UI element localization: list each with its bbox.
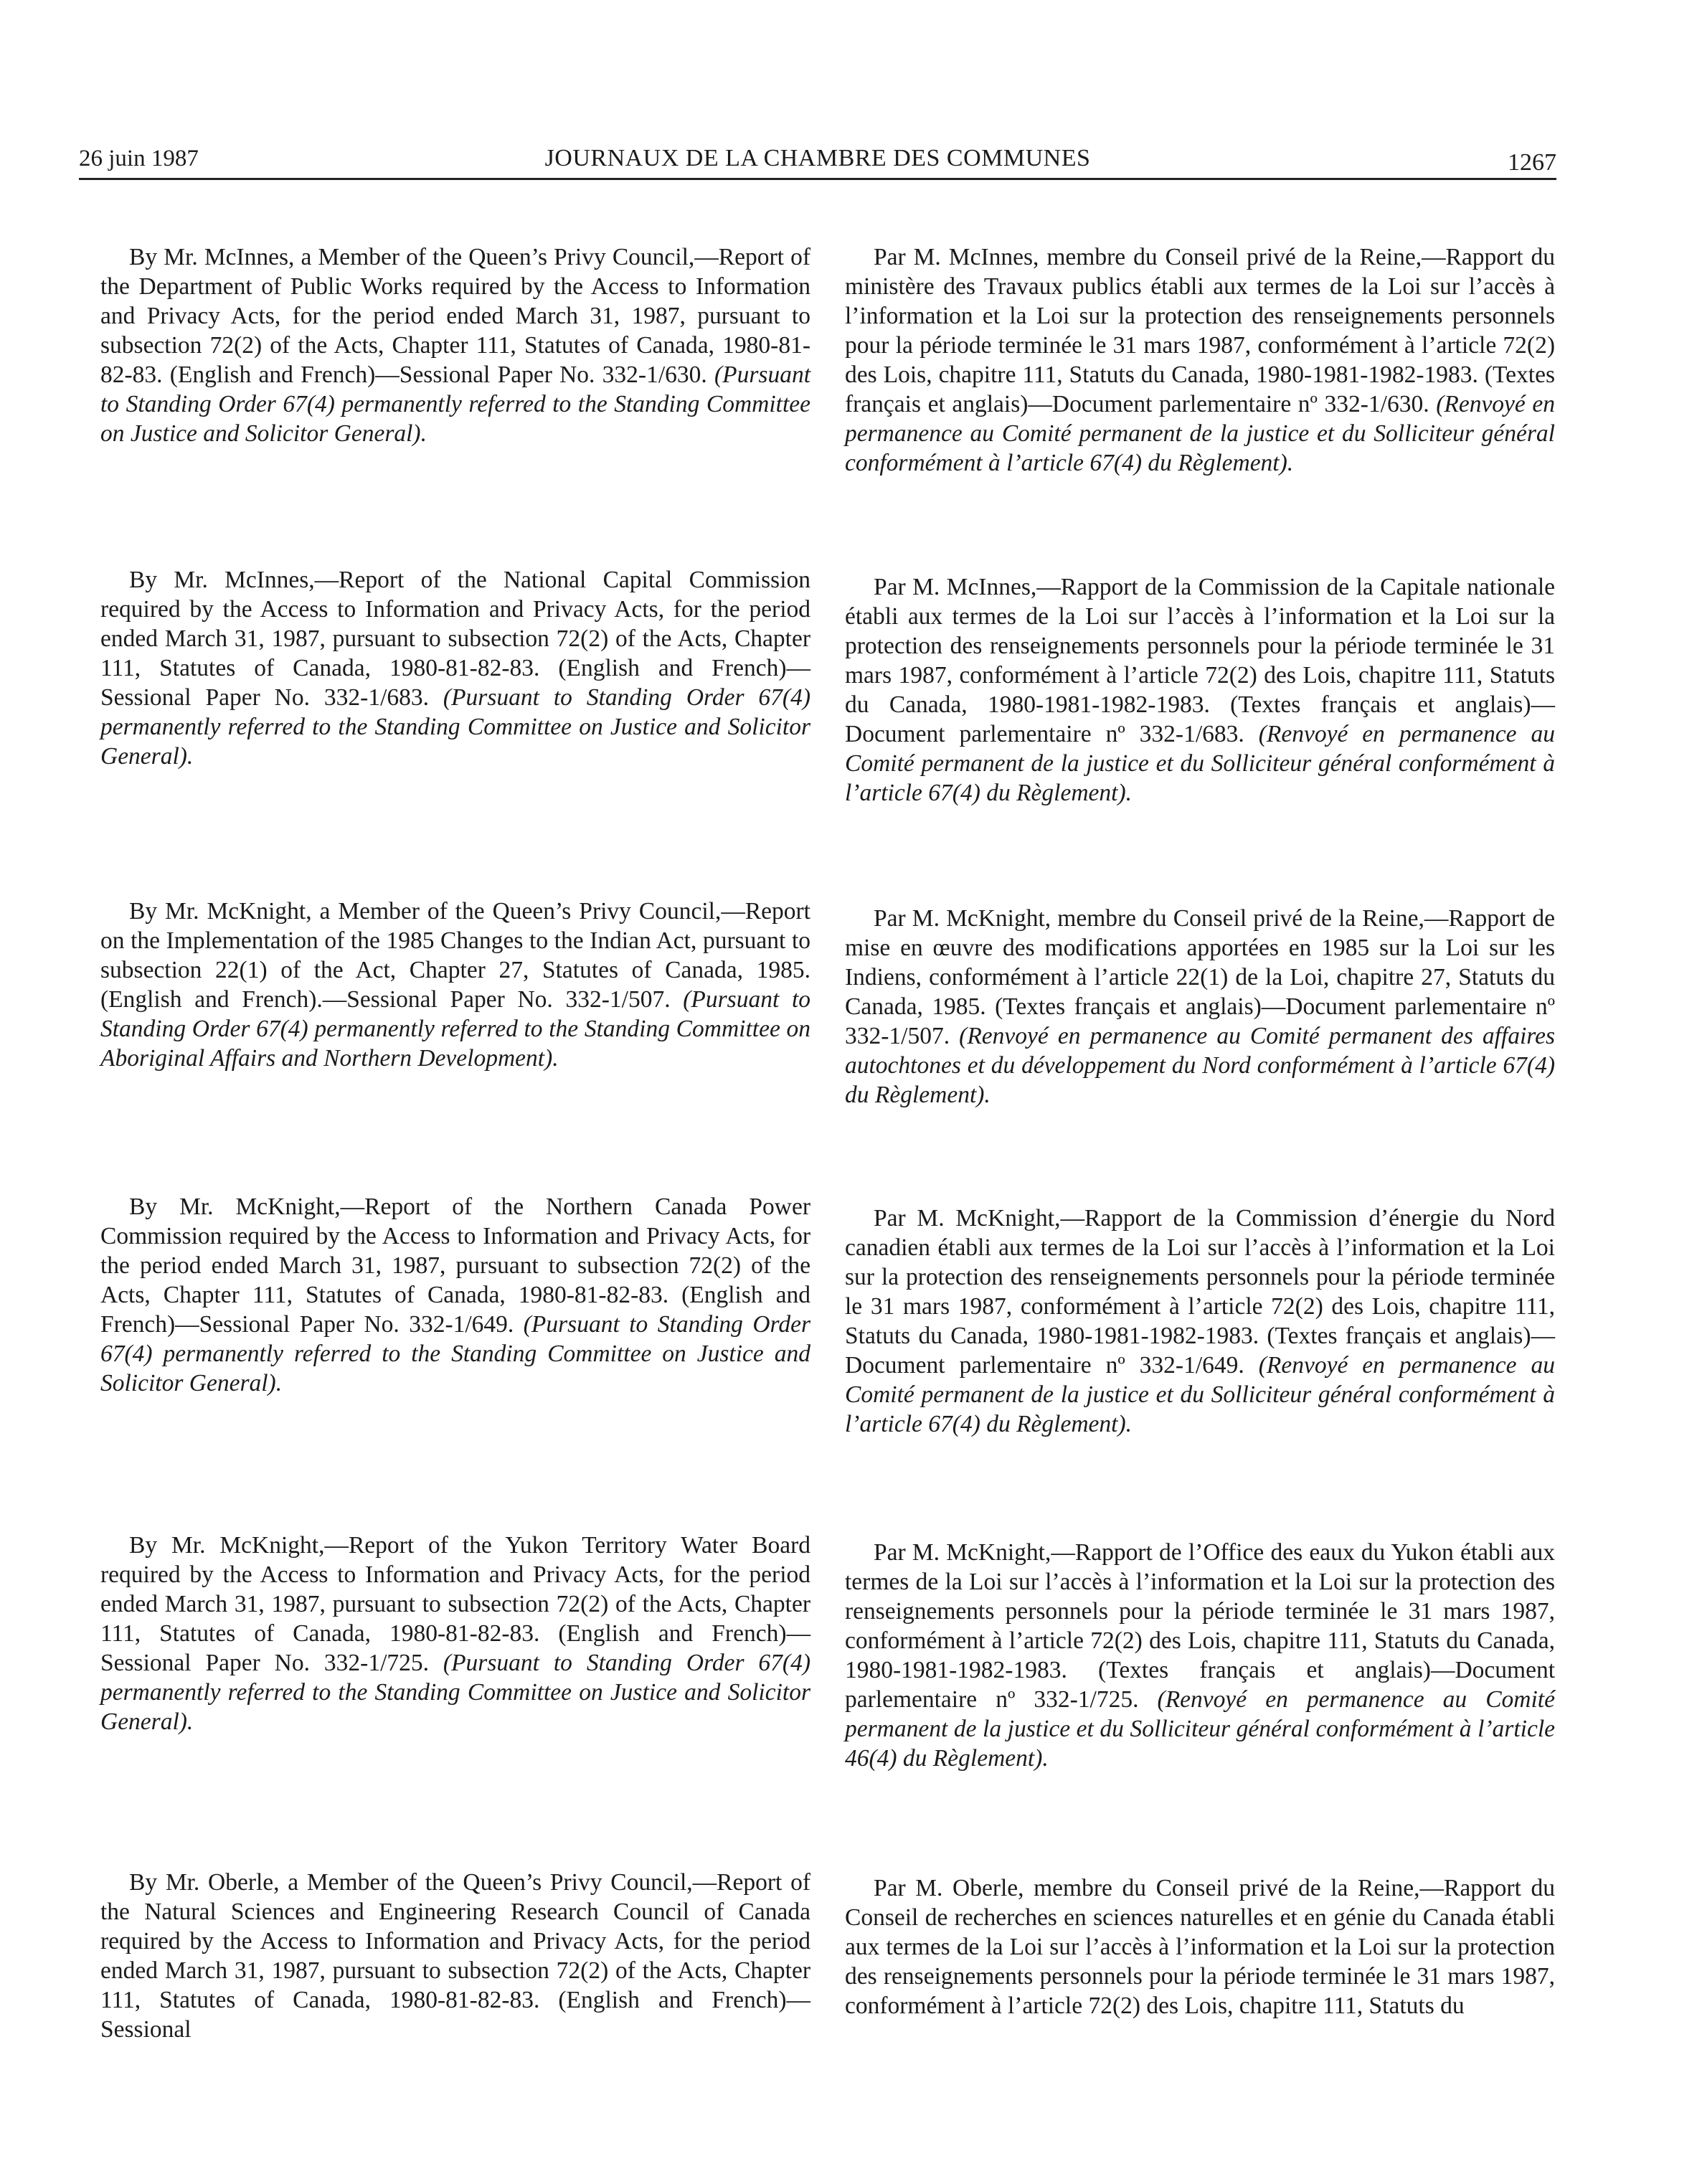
entry-french bbox=[845, 1204, 1555, 1439]
entry-english bbox=[100, 1868, 810, 2044]
entry-text: By Mr. McInnes, a Member of the Queen’s Privy Council,—Report of the Department of Public Works required by the Access to Information and Privacy Acts, for the period ended March 31, 1987, pursuant to subsection 72(2) of the Acts, Chapter 111, Statutes of Canada, 1980-81-82-83. (English and French)—Sessional Paper No. 332-1/630. bbox=[100, 244, 810, 388]
entry-text: Par M. McInnes, membre du Conseil privé de la Reine,—Rapport du ministère des Travaux publics établi aux termes de la Loi sur l’accès à l’information et la Loi sur la protection des renseignements personnels pour la période terminée le 31 mars 1987, conformément à l’article 72(2) des Lois, chapitre 111, Statuts du Canada, 1980-1981-1982-1983. (Textes français et anglais)—Document parlementaire nº 332-1/630. bbox=[845, 244, 1555, 417]
entry-referral: (Pursuant to Standing Order 67(4) permanently referred to the Standing Committee on Aboriginal Affairs and Northern Development). bbox=[100, 986, 811, 1072]
page-number: 1267 bbox=[1508, 149, 1556, 176]
entry-french bbox=[845, 1873, 1555, 2020]
entry-referral: (Pursuant to Standing Order 67(4) permanently referred to the Standing Committee on Justice and Solicitor General). bbox=[100, 1311, 810, 1396]
entry-english bbox=[100, 1192, 810, 1398]
entry-english bbox=[100, 1531, 810, 1736]
entry-referral: (Pursuant to Standing Order 67(4) permanently referred to the Standing Committee on Justice and Solicitor General). bbox=[100, 1650, 810, 1735]
entry-referral: (Renvoyé en permanence au Comité permanent des affaires autochtones et du développement du Nord conformément à l’article 67(4) du Règlement). bbox=[845, 1023, 1555, 1108]
entry-text: Par M. Oberle, membre du Conseil privé de la Reine,—Rapport du Conseil de recherches en sciences naturelles et en génie du Canada établi aux termes de la Loi sur l’accès à l’information et la Loi sur la protection des renseignements personnels pour la période terminée le 31 mars 1987, conformément à l’article 72(2) des Lois, chapitre 111, Statuts du bbox=[845, 1875, 1555, 2019]
header-date: 26 juin 1987 bbox=[79, 146, 199, 171]
entry-english bbox=[100, 897, 810, 1073]
entry-referral: (Renvoyé en permanence au Comité permanent de la justice et du Solliciteur général conformément à l’article 67(4) du Règlement). bbox=[845, 391, 1556, 476]
entry-referral: (Renvoyé en permanence au Comité permanent de la justice et du Solliciteur général conformément à l’article 67(4) du Règlement). bbox=[845, 721, 1555, 806]
page-header bbox=[79, 135, 1556, 180]
header-title: JOURNAUX DE LA CHAMBRE DES COMMUNES bbox=[544, 145, 1091, 171]
entry-english bbox=[100, 565, 810, 771]
entry-text: By Mr. Oberle, a Member of the Queen’s Privy Council,—Report of the Natural Sciences and Engineering Research Council of Canada required by the Access to Information and Privacy Acts, for the period ended March 31, 1987, pursuant to subsection 72(2) of the Acts, Chapter 111, Statutes of Canada, 1980-81-82-83. (English and French)—Sessional bbox=[100, 1869, 810, 2043]
entry-text: By Mr. McInnes,—Report of the National Capital Commission required by the Access to Information and Privacy Acts, for the period ended March 31, 1987, pursuant to subsection 72(2) of the Acts, Chapter 111, Statutes of Canada, 1980-81-82-83. (English and French)—Sessional Paper No. 332-1/683. bbox=[100, 567, 810, 711]
entry-english bbox=[100, 242, 810, 448]
entry-french bbox=[845, 904, 1555, 1110]
entry-referral: (Pursuant to Standing Order 67(4) permanently referred to the Standing Committee on Justice and Solicitor General). bbox=[100, 684, 810, 770]
entry-text: Par M. McKnight, membre du Conseil privé de la Reine,—Rapport de mise en œuvre des modifications apportées en 1985 sur la Loi sur les Indiens, conformément à l’article 22(1) de la Loi, chapitre 27, Statuts du Canada, 1985. (Textes français et anglais)—Document parlementaire nº 332-1/507. bbox=[845, 905, 1555, 1049]
entry-text: By Mr. McKnight,—Report of the Northern Canada Power Commission required by the Access to Information and Privacy Acts, for the period ended March 31, 1987, pursuant to subsection 72(2) of the Acts, Chapter 111, Statutes of Canada, 1980-81-82-83. (English and French)—Sessional Paper No. 332-1/649. bbox=[100, 1193, 810, 1338]
entry-referral: (Pursuant to Standing Order 67(4) permanently referred to the Standing Committee on Justice and Solicitor General). bbox=[100, 361, 810, 447]
entry-french bbox=[845, 572, 1555, 808]
entry-text: By Mr. McKnight, a Member of the Queen’s Privy Council,—Report on the Implementation of the 1985 Changes to the Indian Act, pursuant to subsection 22(1) of the Act, Chapter 27, Statutes of Canada, 1985. (English and French).—Sessional Paper No. 332-1/507. bbox=[100, 898, 810, 1013]
entry-referral: (Renvoyé en permanence au Comité permanent de la justice et du Solliciteur général conformément à l’article 67(4) du Règlement). bbox=[845, 1352, 1555, 1437]
entry-referral: (Renvoyé en permanence au Comité permanent de la justice et du Solliciteur général conformément à l’article 46(4) du Règlement). bbox=[845, 1686, 1555, 1772]
entry-text: Par M. McInnes,—Rapport de la Commission de la Capitale nationale établi aux termes de la Loi sur l’accès à l’information et la Loi sur la protection des renseignements personnels pour la période terminée le 31 mars 1987, conformément à l’article 72(2) des Lois, chapitre 111, Statuts du Canada, 1980-1981-1982-1983. (Textes français et anglais)—Document parlementaire nº 332-1/683. bbox=[845, 574, 1555, 747]
entry-text: Par M. McKnight,—Rapport de l’Office des eaux du Yukon établi aux termes de la Loi sur l’accès à l’information et la Loi sur la protection des renseignements personnels pour la période terminée le 31 mars 1987, conformément à l’article 72(2) des Lois, chapitre 111, Statuts du Canada, 1980-1981-1982-1983. (Textes français et anglais)—Document parlementaire nº 332-1/725. bbox=[845, 1539, 1555, 1713]
entry-french bbox=[845, 242, 1555, 478]
entry-text: Par M. McKnight,—Rapport de la Commission d’énergie du Nord canadien établi aux termes de la Loi sur l’accès à l’information et la Loi sur la protection des renseignements personnels pour la période terminée le 31 mars 1987, conformément à l’article 72(2) des Lois, chapitre 111, Statuts du Canada, 1980-1981-1982-1983. (Textes français et anglais)—Document parlementaire nº 332-1/649. bbox=[845, 1205, 1555, 1379]
entry-french bbox=[845, 1538, 1555, 1773]
entry-text: By Mr. McKnight,—Report of the Yukon Territory Water Board required by the Access to Information and Privacy Acts, for the period ended March 31, 1987, pursuant to subsection 72(2) of the Acts, Chapter 111, Statutes of Canada, 1980-81-82-83. (English and French)—Sessional Paper No. 332-1/725. bbox=[100, 1532, 810, 1676]
